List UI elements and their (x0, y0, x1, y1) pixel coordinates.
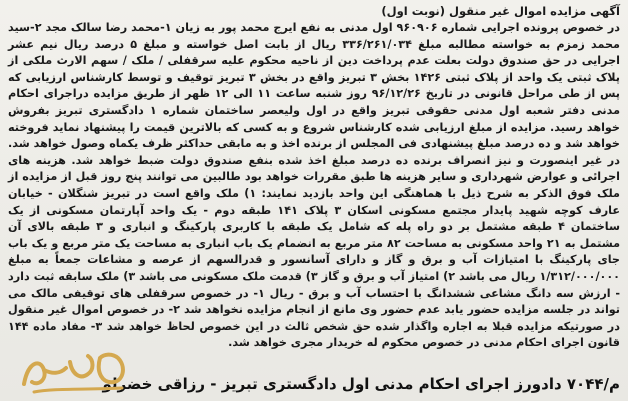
handwritten-number-mark (14, 344, 134, 398)
notice-body: در خصوص پرونده اجرایی شماره ۹۶۰۹۰۶ اول مدنی به نفع ایرج محمد پور به زیان ۱-محمد رضا سالک مجد ۲-سید محمد زمزم به خواسته مطالبه مبلغ ۳۳۶/۲۶۱/۰۳۴ ریال از بابت اصل خواسته و مبلغ ۵ درصد ریال نیم عشر اجرایی در حق صندوق دولت بعلت عدم پرداخت دین از ناحیه محکوم علیه سرقفلی / ملک / سهم الارث ملکی از پلاک ثبتی یک واحد از پلاک ثبتی ۱۴۲۶ بخش ۳ تبریز واقع در بخش ۳ تبریز توقیف و توسط کارشناس ارزیابی که پس از طی مراحل قانونی در تاریخ ۹۶/۱۲/۲۶ روز شنبه ساعت ۱۱ الی ۱۲ ظهر از طریق مزایده دراجرای احکام مدنی دفتر شعبه اول مدنی حقوقی تبریز واقع در اول ولیعصر ساختمان شماره ۱ دادگستری تبریز بفروش خواهد رسید. مزایده از مبلغ ارزیابی شده کارشناس شروع و به کسی که بالاترین قیمت را پیشنهاد نماید فروخته خواهد شد و ده درصد مبلغ پیشنهادی فی المجلس از برنده اخذ و به مابقی حداکثر ظرف یکماه وصول خواهد شد. در غیر اینصورت و نیز انصراف برنده ده درصد مبلغ اخذ شده بنفع صندوق دولت ضبط خواهد شد. هزینه های اجرائی و عوارض شهرداری و سایر هزینه ها طبق مقررات خواهد بود طالبین می توانند پنج روز قبل از مزایده از ملک فوق الذکر به شرح ذیل با هماهنگی این واحد بازدید نمایند: ۱) ملک واقع است در تبریز شنگلان - خیابان عارف کوچه شهید پایدار مجتمع مسکونی اسکان ۳ پلاک ۱۴۱ طبقه دوم - یک واحد آپارتمان مسکونی از یک ساختمان ۴ طبقه مشتمل بر دو راه پله که شامل یک طبقه با کاربری پارکینگ و انباری و ۳ طبقه بالای آن مشتمل به ۲۱ واحد مسکونی به مساحت ۸۲ متر مربع به انضمام یک باب انباری به مساحت یک متر مربع و یک باب جای پارکینگ با امتیازات آب و برق و گاز و دارای آسانسور و قدرالسهم از عرصه و مشاعات جمعاً به مبلغ ۱/۳۱۲/۰۰۰/۰۰۰ ریال می باشد ۲) امتیاز آب و برق و گاز ۳) قدمت ملک مسکونی می باشد ۳) ملک سابقه ثبت دارد - ارزش سه دانگ مشاعی ششدانگ با احتساب آب و برق - ریال ۱- در خصوص سرقفلی های توقیفی مالک می تواند در جلسه مزایده حضور یابد عدم حضور وی مانع از انجام مزایده نخواهد شد ۲- در خصوص اموال غیر منقول در صورتیکه مزایده قبلا به اجاره واگذار شده حق شخص ثالث در این خصوص لحاظ خواهد شد ۳- مفاد ماده ۱۴۴ قانون اجرای احکام مدنی در خصوص محکوم له خریدار مجری خواهد شد. (8, 21, 621, 350)
notice-title: آگهی مزایده اموال غیر منقول (نوبت اول) (381, 4, 620, 18)
handwritten-mark-drawing (14, 344, 134, 398)
auction-notice (8, 3, 620, 365)
notice-signature: م/۷۰۴۴ دادورز اجرای احکام مدنی اول دادگستری تبریز - رزاقی خضرلو (102, 375, 620, 393)
